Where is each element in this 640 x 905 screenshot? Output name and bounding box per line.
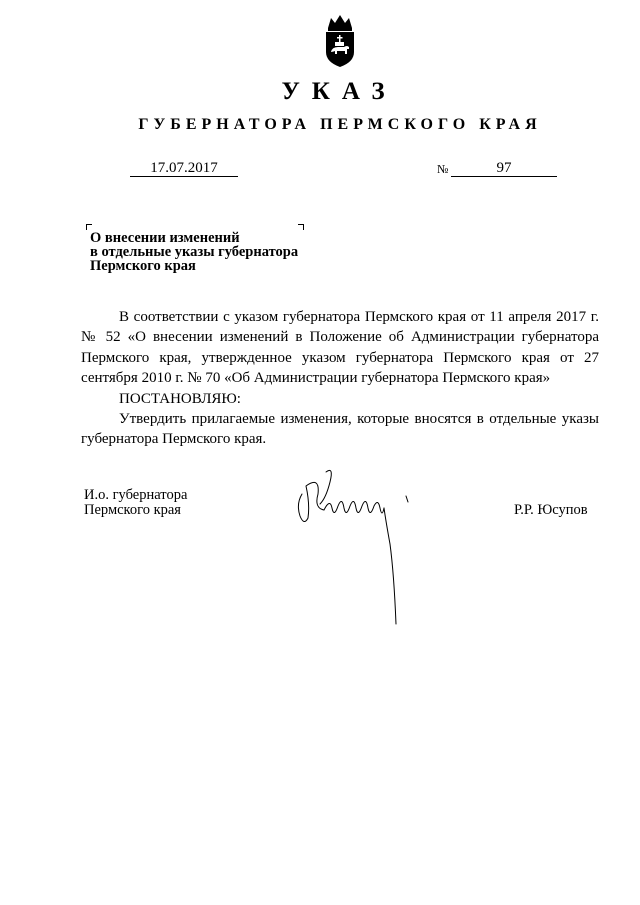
- issuer-title: ГУБЕРНАТОРА ПЕРМСКОГО КРАЯ: [138, 116, 542, 133]
- document-date: 17.07.2017: [130, 160, 238, 177]
- subject-corner-right: [298, 224, 304, 230]
- signatory-position: [84, 488, 187, 518]
- body-paragraph: Утвердить прилагаемые изменения, которые вносятся в отдельные указы губернатора Пермского края.: [81, 411, 599, 448]
- perm-krai-coat-of-arms-icon: [320, 14, 360, 68]
- subject-line: О внесении изменений: [90, 230, 240, 246]
- document-type-title: УКАЗ: [281, 78, 397, 105]
- document-body: [81, 307, 599, 450]
- document-number: 97: [451, 160, 557, 177]
- decree-word: ПОСТАНОВЛЯЮ:: [119, 390, 241, 407]
- document-subject: [90, 231, 298, 273]
- body-paragraph: В соответствии с указом губернатора Пермского края от 11 апреля 2017 г. № 52 «О внесении изменений в Положение об Администрации губернатора Пермского края, утвержденное указом губернатора Пермского края от 27 сентября 2010 г. № 70 «Об Администрации губернатора Пермского края»: [81, 309, 599, 387]
- handwritten-signature-icon: [290, 464, 420, 639]
- signatory-name: Р.Р. Юсупов: [514, 502, 588, 518]
- subject-line: в отдельные указы губернатора: [90, 244, 299, 260]
- document-number-field: [437, 160, 557, 178]
- number-sign: №: [437, 162, 449, 176]
- position-line: Пермского края: [84, 502, 181, 518]
- subject-line: Пермского края: [90, 258, 196, 274]
- position-line: И.о. губернатора: [84, 487, 188, 503]
